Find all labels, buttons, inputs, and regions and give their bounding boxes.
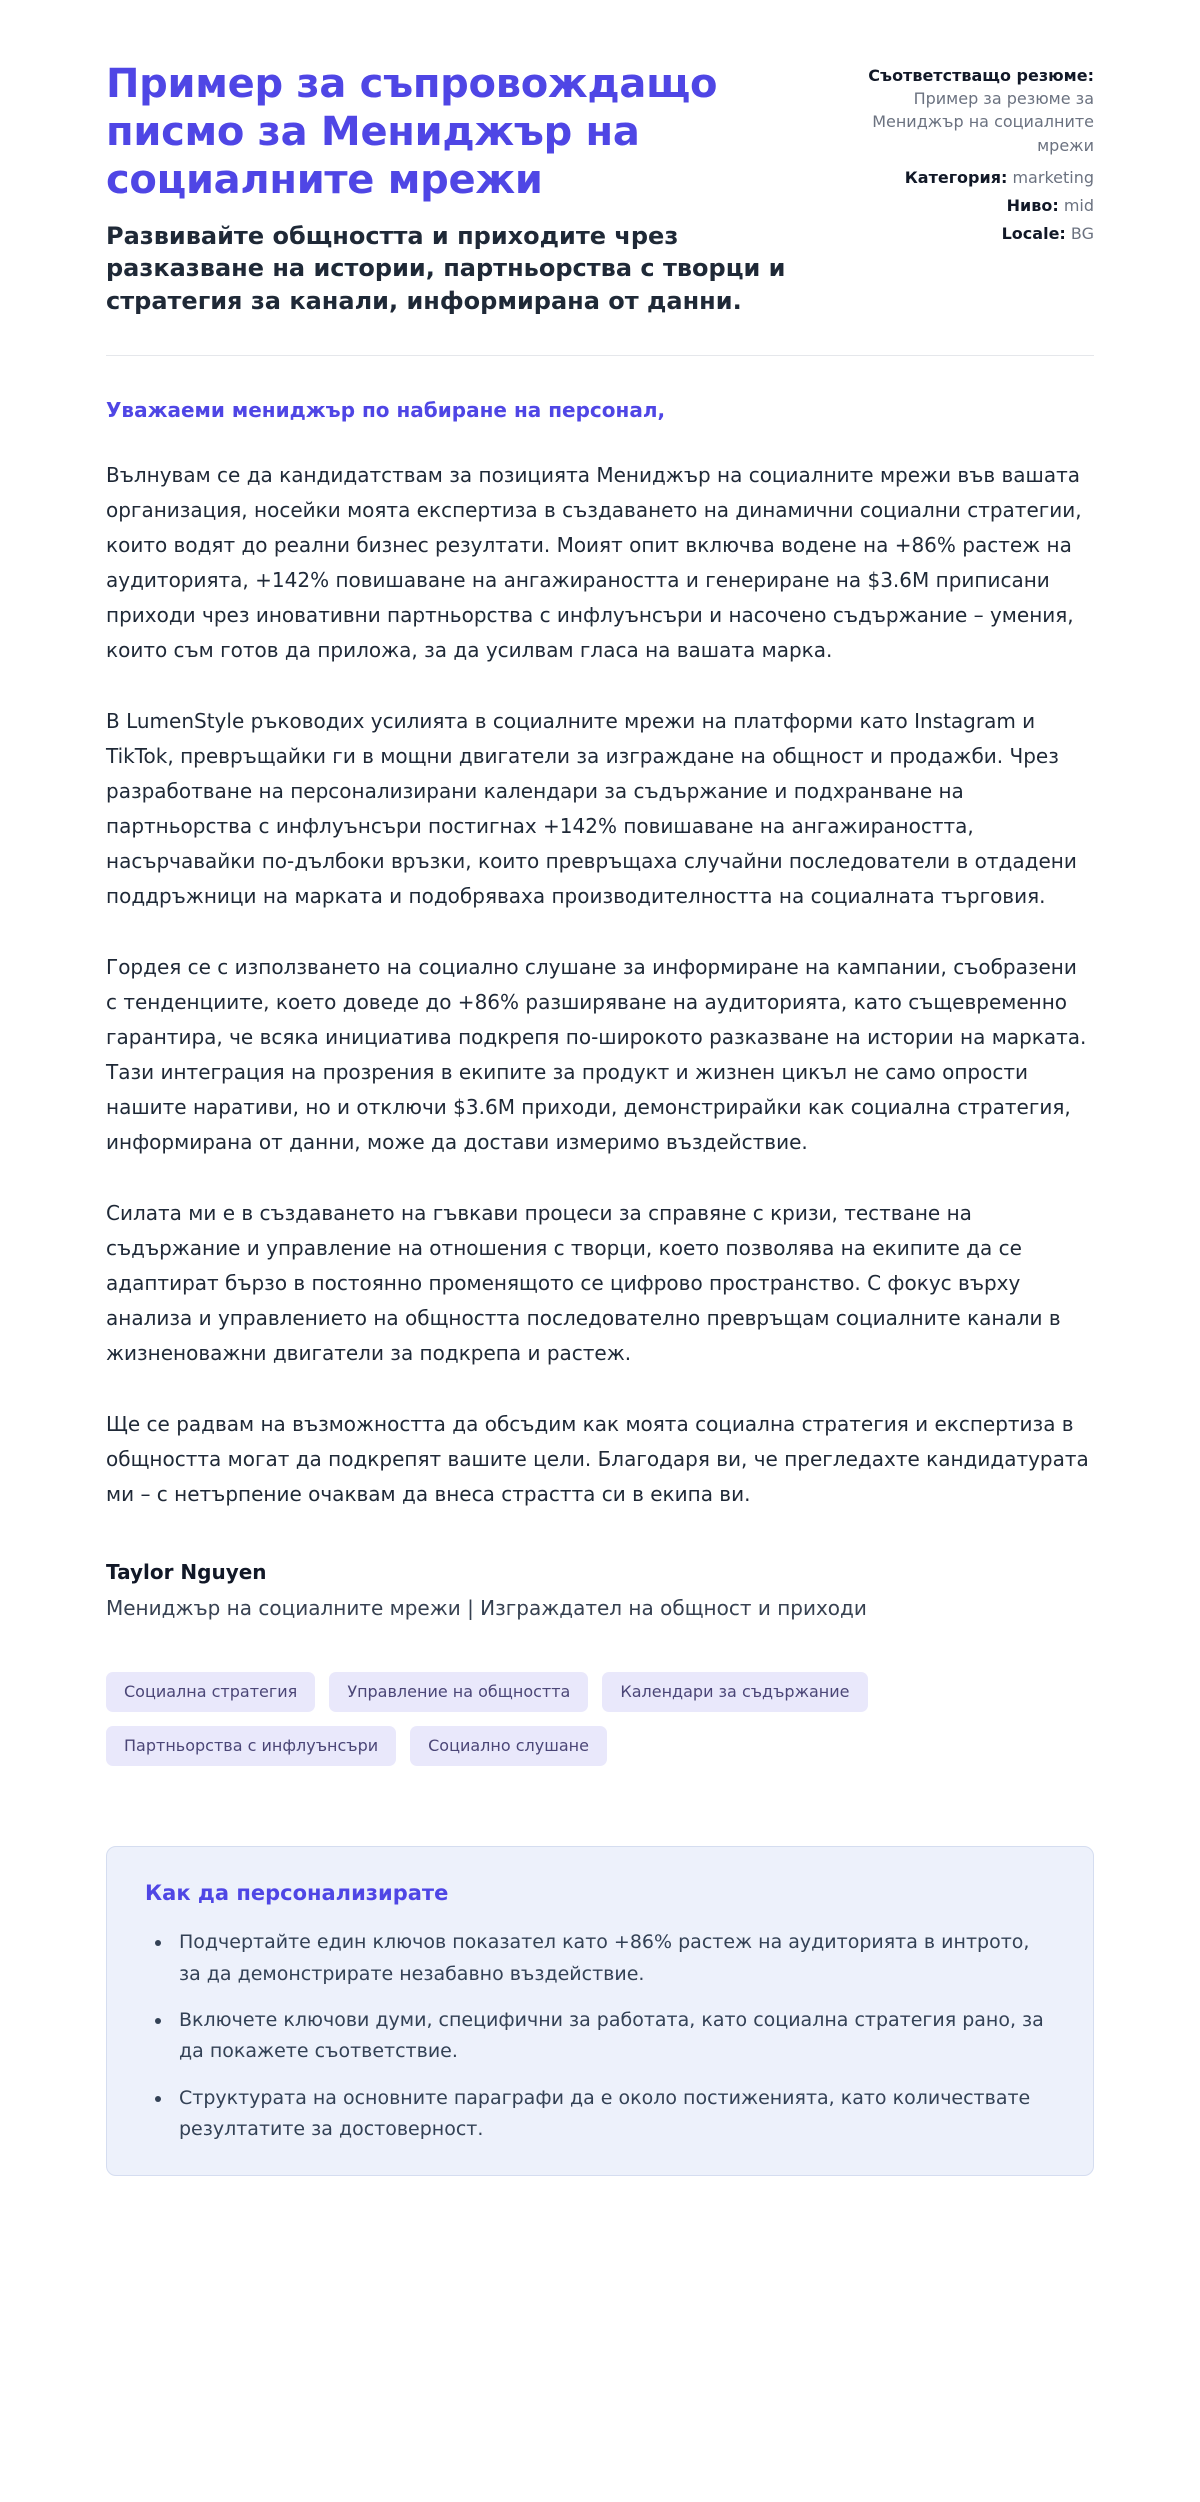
letter-paragraphs xyxy=(106,458,1094,1512)
meta-level-value: mid xyxy=(1063,195,1094,215)
meta-locale-value: BG xyxy=(1070,224,1094,244)
skill-tag: Управление на общността xyxy=(329,1672,588,1712)
meta-category xyxy=(849,166,1094,189)
meta-locale-label: Locale: xyxy=(1001,224,1066,244)
page-subtitle: Развивайте общността и приходите чрез разказване на истории, партньорства с творци и стратегия за канали, информирана от данни. xyxy=(106,222,786,315)
meta-category-value: marketing xyxy=(1012,167,1094,187)
meta-matching-resume xyxy=(849,64,1094,157)
personalize-panel xyxy=(106,1846,1094,2176)
header-text-block xyxy=(106,60,786,317)
meta-category-label: Категория: xyxy=(904,167,1008,187)
letter-paragraph: Вълнувам се да кандидатствам за позицията Мениджър на социалните мрежи във вашата организация, носейки моята експертиза в създаването на динамични социални стратегии, които водят до реални бизнес резултати. Моият опит включва водене на +86% растеж на аудиторията, +142% повишаване на ангажираността и генериране на $3.6M приписани приходи чрез иновативни партньорства с инфлуънсъри и насочено съдържание – умения, които съм готов да приложа, за да усилвам гласа на вашата марка. xyxy=(106,463,1082,663)
meta-resume-label: Съответстващо резюме: xyxy=(868,66,1094,85)
personalize-list xyxy=(145,1927,1055,2145)
letter-paragraph: Силата ми е в създаването на гъвкави процеси за справяне с кризи, тестване на съдържание и управление на отношения с творци, което позволява на екипите да се адаптират бързо в постоянно променящото се цифрово пространство. С фокус върху анализа и управлението на общността последователно превръщам социалните канали в жизненоважни двигатели за подкрепа и растеж. xyxy=(106,1201,1061,1366)
meta-level-label: Ниво: xyxy=(1006,195,1059,215)
personalize-item: • Подчертайте един ключов показател като +86% растеж на аудиторията в интрото, за да демонстрирате незабавно въздействие. xyxy=(173,1927,1055,1990)
meta-locale xyxy=(849,222,1094,245)
signature-block xyxy=(106,1560,1094,1620)
letter-paragraph: Ще се радвам на възможността да обсъдим как моята социална стратегия и експертиза в общността могат да подкрепят вашите цели. Благодаря ви, че прегледахте кандидатурата ми – с нетърпение очаквам да внеса страстта си в екипа ви. xyxy=(106,1412,1089,1507)
signature-name: Taylor Nguyen xyxy=(106,1560,267,1585)
letter-paragraph: Гордея се с използването на социално слушане за информиране на кампании, съобразени с тенденциите, което доведе до +86% разширяване на аудиторията, като същевременно гарантира, че всяка инициатива подкрепя по-широкото разказване на истории на марката. Тази интеграция на прозрения в екипите за продукт и жизнен цикъл не само опрости нашите наративи, но и отключи $3.6M приходи, демонстрирайки как социална стратегия, информирана от данни, може да достави измеримо въздействие. xyxy=(106,955,1087,1155)
personalize-item: • Структурата на основните параграфи да е около постиженията, като количествате резултатите за достоверност. xyxy=(173,2083,1055,2146)
skill-tags xyxy=(106,1672,906,1766)
skill-tag: Социална стратегия xyxy=(106,1672,315,1712)
skill-tag: Календари за съдържание xyxy=(602,1672,867,1712)
letter-body xyxy=(106,356,1094,2176)
skill-tag: Социално слушане xyxy=(410,1726,607,1766)
meta-level xyxy=(849,194,1094,217)
letter-paragraph: В LumenStyle ръководих усилията в социалните мрежи на платформи като Instagram и TikTok, превръщайки ги в мощни двигатели за изграждане на общност и продажби. Чрез разработване на персонализирани календари за съдържание и подхранване на партньорства с инфлуънсъри постигнах +142% повишаване на ангажираността, насърчавайки по-дълбоки връзки, които превръщаха случайни последователи в отдадени поддръжници на марката и подобряваха производителността на социалната търговия. xyxy=(106,709,1077,909)
meta-resume-value: Пример за резюме за Мениджър на социалните мрежи xyxy=(872,89,1094,155)
personalize-title: Как да персонализирате xyxy=(145,1881,449,1906)
letter-greeting: Уважаеми мениджър по набиране на персонал, xyxy=(106,398,666,423)
signature-title: Мениджър на социалните мрежи | Изграждател на общност и приходи xyxy=(106,1596,867,1621)
skill-tag: Партньорства с инфлуънсъри xyxy=(106,1726,396,1766)
personalize-item: • Включете ключови думи, специфични за работата, като социална стратегия рано, за да покажете съответствие. xyxy=(173,2005,1055,2068)
page-header xyxy=(106,60,1094,356)
page-title: Пример за съпровождащо писмо за Мениджър на социалните мрежи xyxy=(106,61,718,203)
meta-panel xyxy=(849,60,1094,317)
